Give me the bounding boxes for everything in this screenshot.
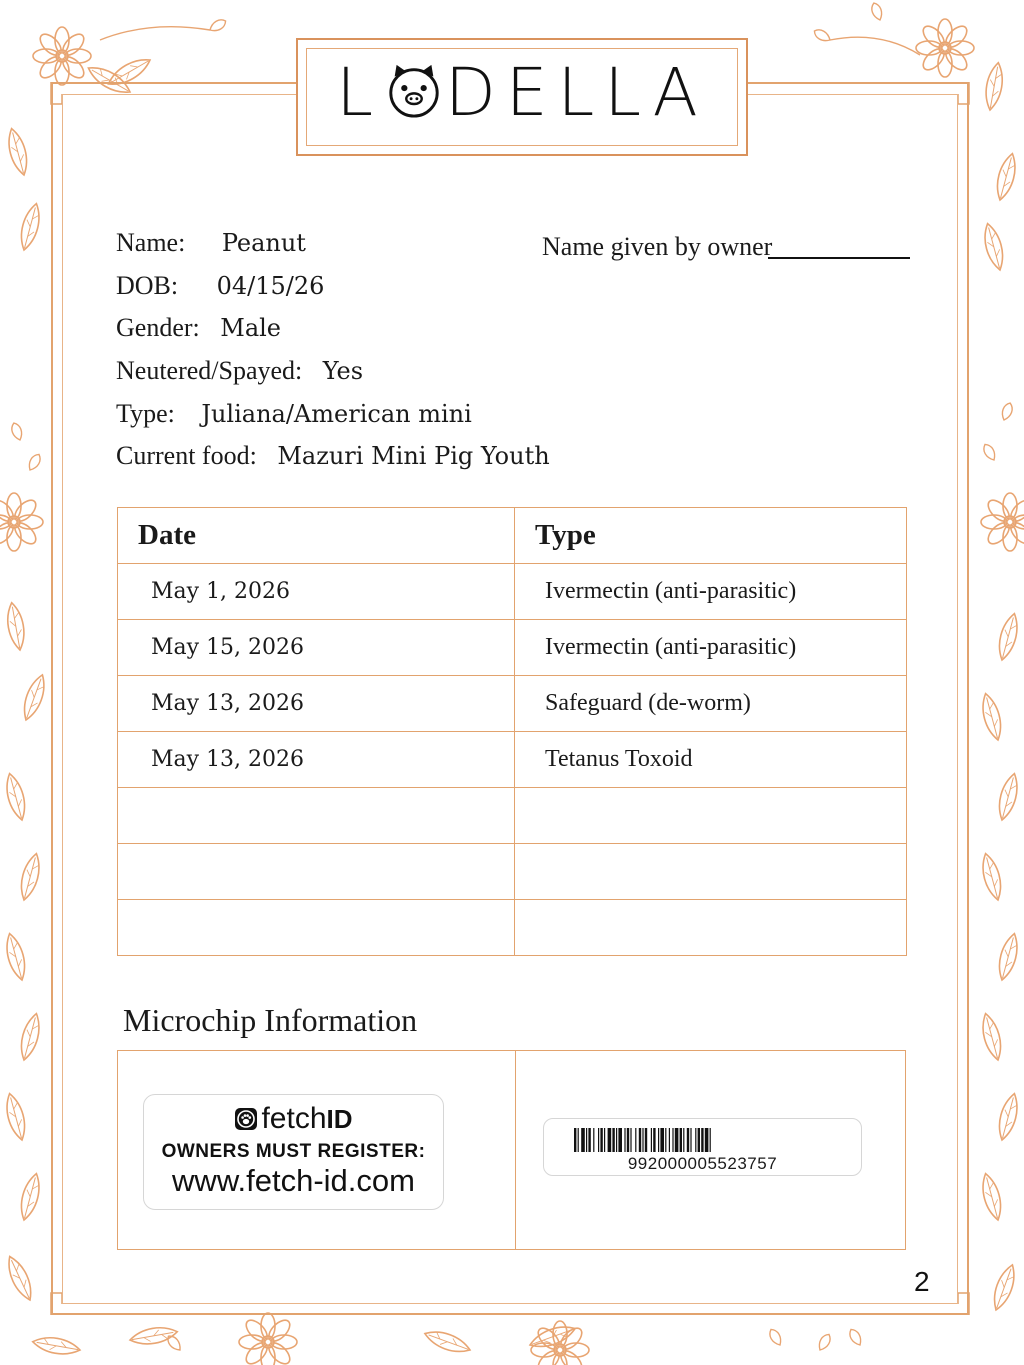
barcode-bar [635,1128,636,1152]
fetch-brand-text: fetch [261,1102,327,1135]
barcode-bar [705,1128,709,1152]
barcode-bar [612,1128,614,1152]
pet-gender-label: Gender: [116,313,200,342]
pet-dob-row [116,271,324,301]
pet-type-value: Juliana/American mini [201,400,472,428]
row-type: Ivermectin (anti-parasitic) [515,620,907,676]
barcode-bar [687,1128,689,1152]
brand-logo-prefix: L [336,54,384,131]
barcode-bar [669,1128,670,1152]
brand-logo [298,54,746,131]
treatment-table [117,507,907,956]
barcode-bar [683,1128,684,1152]
barcode-bar [639,1128,641,1152]
pet-gender-value: Male [220,314,282,342]
barcode-bar [574,1128,576,1152]
barcode-image [574,1128,829,1152]
pet-dob-label: DOB: [116,271,179,300]
row-date: May 15, 2026 [118,620,515,676]
barcode-bar [598,1128,599,1152]
pet-type-label: Type: [116,399,175,428]
row-date: May 13, 2026 [118,732,515,788]
table-row-empty [118,788,907,844]
paw-icon [234,1107,258,1131]
brand-logo-suffix: DELLA [445,54,708,131]
barcode-bar [651,1128,652,1152]
barcode-bar [701,1128,703,1152]
barcode-bar [672,1128,673,1152]
row-type: Tetanus Toxoid [515,732,907,788]
pet-gender-row [116,313,281,343]
barcode-bar [627,1128,629,1152]
pet-name-label: Name: [116,228,186,257]
barcode-bar [593,1128,594,1152]
barcode-bar [658,1128,659,1152]
pet-food-label: Current food: [116,441,257,470]
table-row-empty [118,844,907,900]
column-header-type: Type [515,508,907,564]
pet-neutered-row [116,356,363,386]
row-type[interactable] [515,844,907,900]
table-row [118,676,907,732]
fetch-brand-id: ID [326,1104,353,1134]
barcode-bar [690,1128,691,1152]
barcode-bar [630,1128,631,1152]
pet-food-row [116,441,550,471]
row-date: May 13, 2026 [118,676,515,732]
barcode-bar [710,1128,711,1152]
pet-dob-value: 04/15/26 [216,272,325,300]
microchip-divider [515,1051,516,1249]
pet-neutered-label: Neutered/Spayed: [116,356,303,385]
barcode-bar [608,1128,612,1152]
pet-name-value: Peanut [221,229,306,257]
table-row [118,732,907,788]
microchip-box [117,1050,906,1250]
row-date[interactable] [118,844,515,900]
barcode-bar [665,1128,666,1152]
brand-logo-box [296,38,748,156]
barcode-bar [642,1128,643,1152]
row-type: Safeguard (de-worm) [515,676,907,732]
barcode-bar [645,1128,647,1152]
owner-name-field[interactable] [768,257,910,259]
owner-name-label: Name given by owner [542,232,773,261]
row-date: May 1, 2026 [118,564,515,620]
barcode-bar [698,1128,700,1152]
barcode-bar [695,1128,696,1152]
barcode-bar [680,1128,682,1152]
row-date[interactable] [118,788,515,844]
barcode-bar [616,1128,617,1152]
row-type[interactable] [515,900,907,956]
table-row [118,564,907,620]
row-type[interactable] [515,788,907,844]
fetch-id-logo [144,1103,443,1135]
pet-name-row [116,228,306,258]
column-header-date: Date [118,508,515,564]
barcode-bar [604,1128,605,1152]
page-number: 2 [914,1266,930,1297]
table-row-empty [118,900,907,956]
pig-face-icon [385,61,443,119]
barcode-bar [660,1128,664,1152]
barcode-bar [618,1128,622,1152]
row-type: Ivermectin (anti-parasitic) [515,564,907,620]
microchip-title: Microchip Information [123,1002,418,1038]
barcode-number: 992000005523757 [627,1154,778,1173]
pet-neutered-value: Yes [322,357,364,385]
fetch-id-card [143,1094,444,1210]
barcode-bar [588,1128,590,1152]
barcode-bar [586,1128,587,1152]
table-row [118,620,907,676]
microchip-barcode-card [543,1118,862,1176]
barcode-bar [581,1128,585,1152]
barcode-bar [578,1128,579,1152]
register-notice: OWNERS MUST REGISTER: [161,1141,426,1162]
fetch-url-link[interactable]: www.fetch-id.com [172,1163,415,1198]
pet-food-value: Mazuri Mini Pig Youth [277,442,550,470]
row-date[interactable] [118,900,515,956]
barcode-bar [624,1128,625,1152]
table-header-row [118,508,907,564]
pet-type-row [116,399,472,429]
barcode-bar [675,1128,679,1152]
barcode-bar [653,1128,655,1152]
barcode-bar [600,1128,602,1152]
